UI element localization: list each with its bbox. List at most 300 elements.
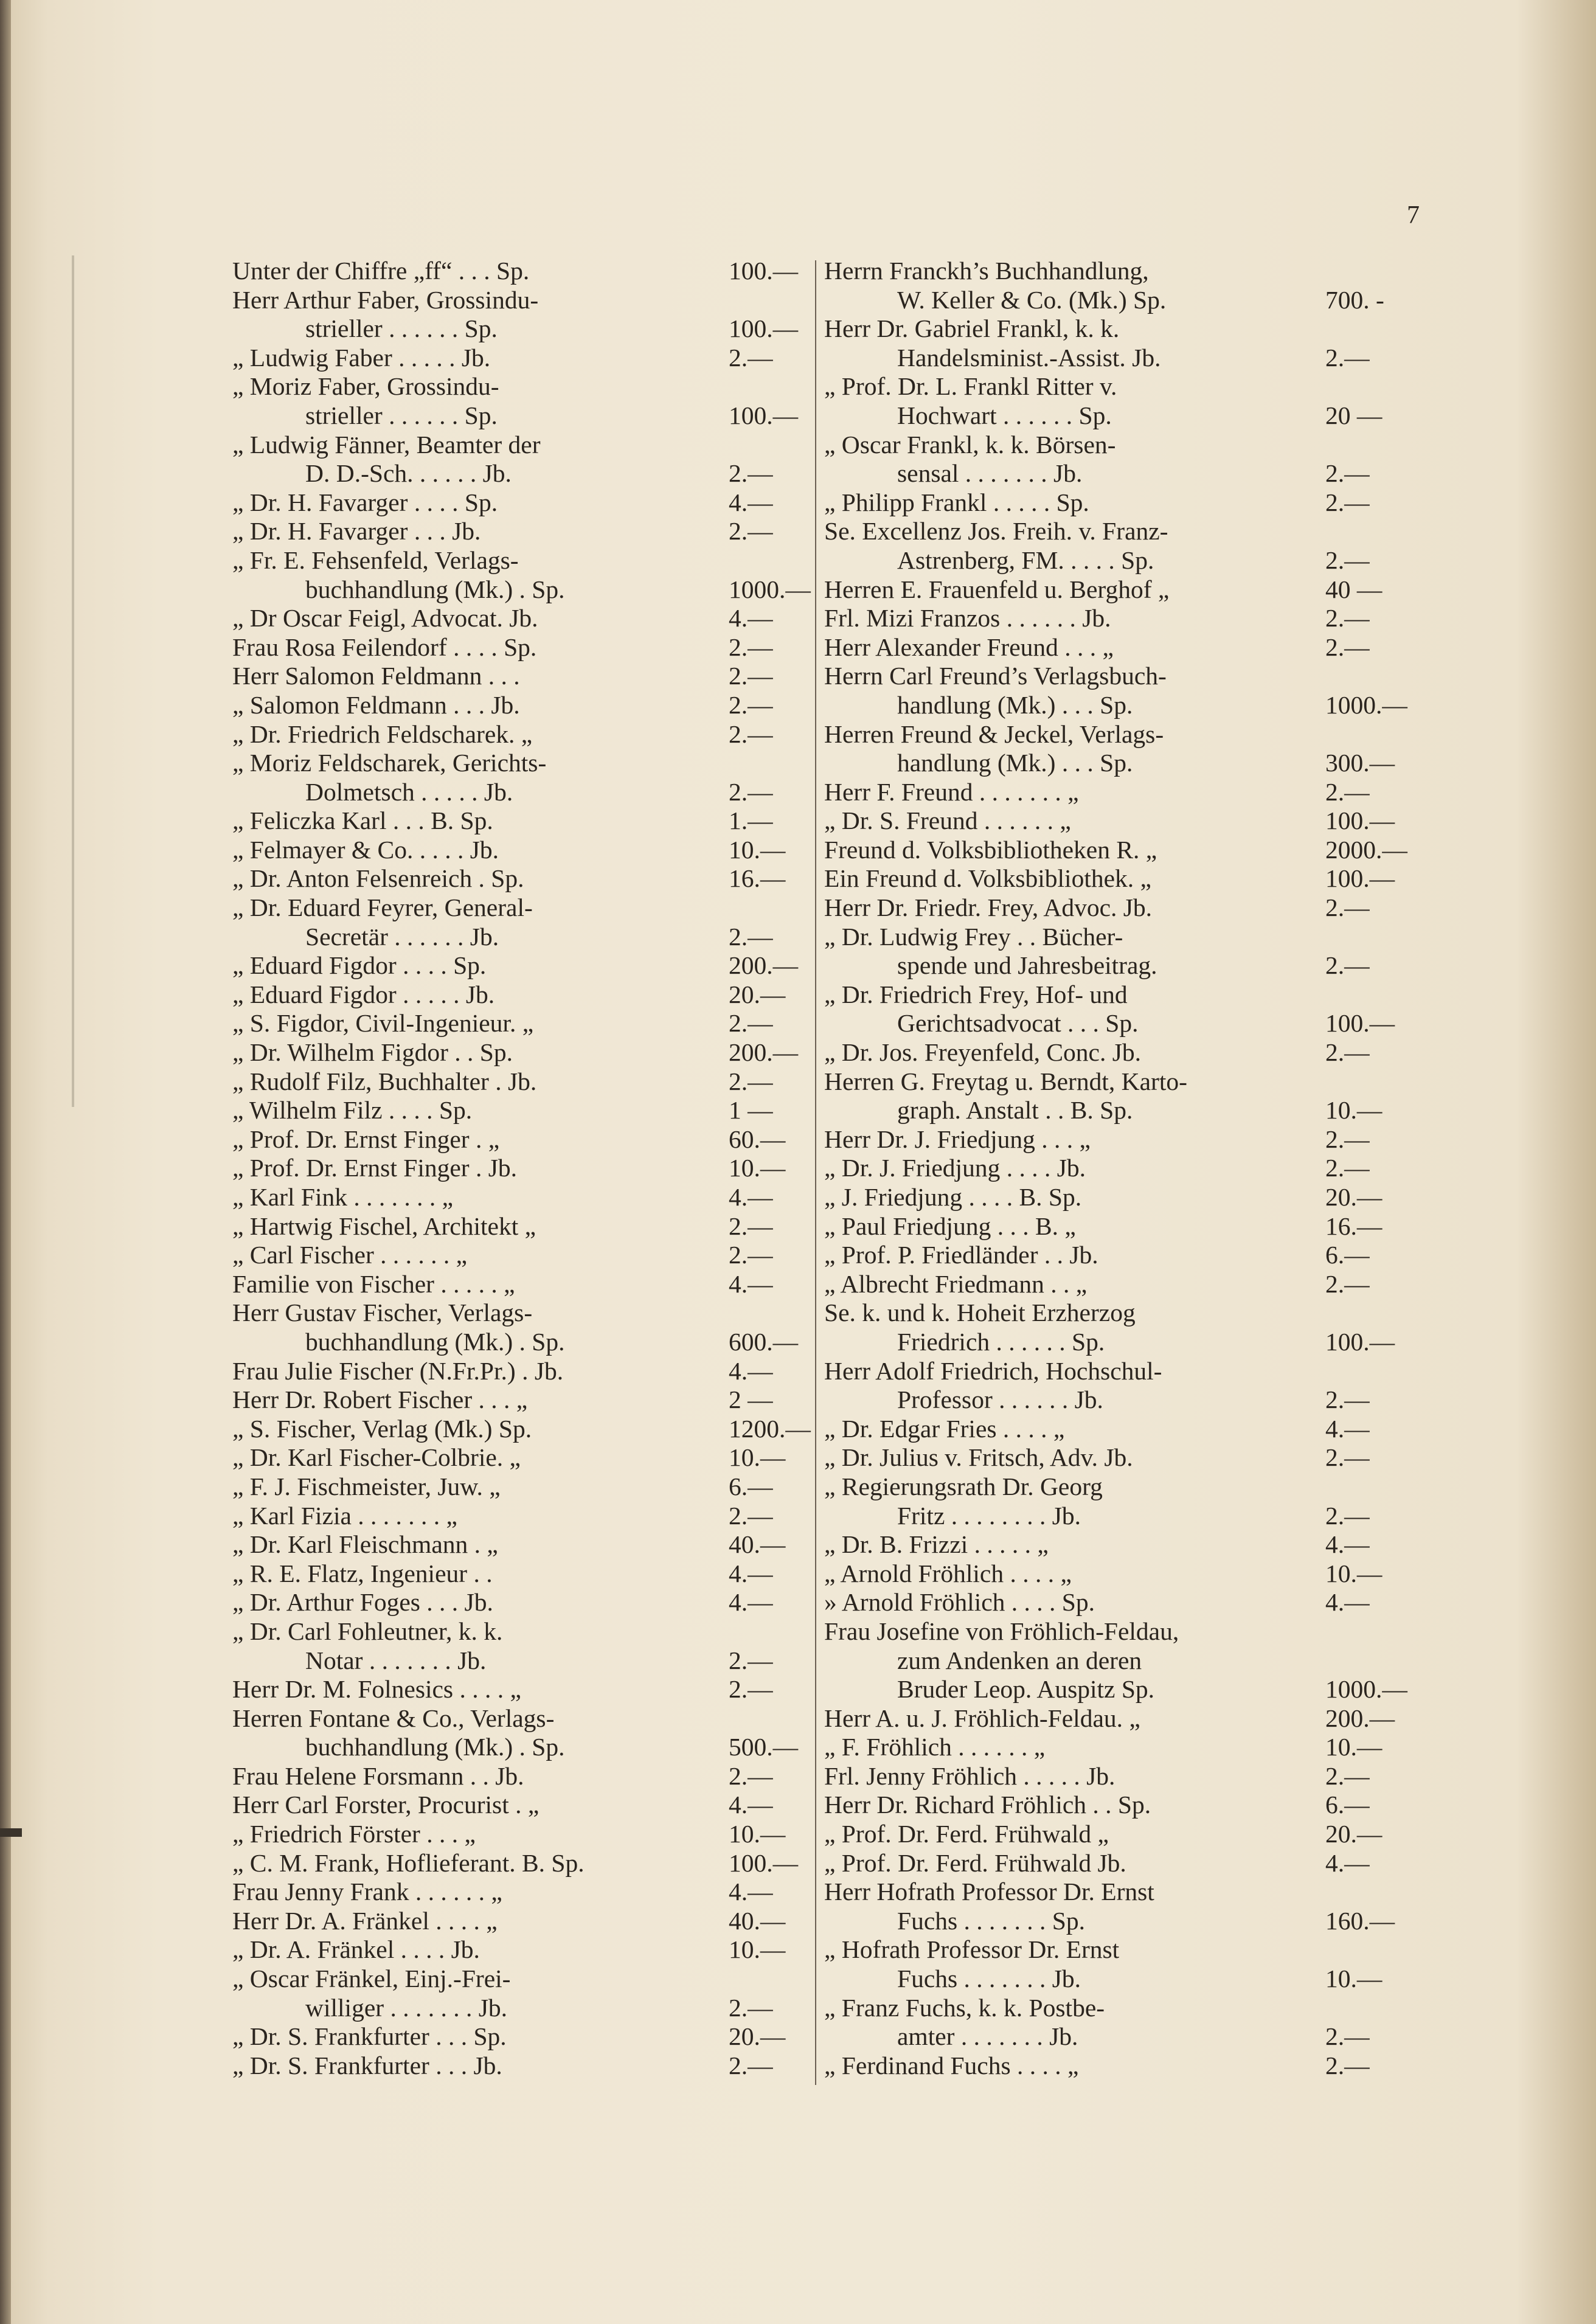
entry-text: Professor . . . . . . Jb.: [897, 1386, 1103, 1414]
entry-amount: 2.—: [1325, 1038, 1370, 1067]
list-row: [824, 1472, 1398, 1502]
list-row: [824, 1588, 1398, 1617]
entry-amount: 2.—: [729, 1067, 773, 1095]
entry-amount: 200.—: [729, 951, 799, 980]
entry-text: „ Karl Fizia . . . . . . . „: [232, 1501, 457, 1530]
entry-amount: 100.—: [729, 257, 799, 285]
list-row: [232, 1994, 808, 2023]
entry-text: strieller . . . . . . Sp.: [305, 401, 498, 429]
list-row: [824, 2022, 1398, 2052]
entry-amount: 4.—: [729, 1183, 773, 1211]
entry-text: „ Dr. H. Favarger . . . . Sp.: [232, 488, 498, 516]
page-edge: [0, 0, 11, 2324]
entry-text: Herr Alexander Freund . . . „: [824, 633, 1114, 661]
entry-amount: 10.—: [1325, 1733, 1383, 1761]
entry-text: Herr Dr. Richard Fröhlich . . Sp.: [824, 1791, 1151, 1819]
list-row: [824, 1357, 1398, 1386]
list-row: [232, 1762, 808, 1791]
entry-text: „ Paul Friedjung . . . B. „: [824, 1212, 1076, 1240]
list-row: [824, 459, 1398, 488]
entry-text: Herrn Franckh’s Buchhandlung,: [824, 257, 1149, 285]
list-row: [232, 1212, 808, 1241]
entry-text: „ Albrecht Friedmann . . „: [824, 1269, 1088, 1298]
list-row: [824, 980, 1398, 1010]
entry-text: „ Dr. Edgar Fries . . . . „: [824, 1414, 1065, 1443]
entry-text: Herr Adolf Friedrich, Hochschul-: [824, 1356, 1162, 1385]
list-row: [824, 488, 1398, 518]
list-row: [232, 951, 808, 980]
entry-text: „ Dr. Karl Fleischmann . „: [232, 1530, 498, 1559]
entry-text: Herren G. Freytag u. Berndt, Karto-: [824, 1067, 1187, 1095]
entry-amount: 4.—: [1325, 1414, 1370, 1443]
entry-text: „ R. E. Flatz, Ingenieur . .: [232, 1559, 493, 1587]
list-row: [232, 893, 808, 923]
entry-text: „ Dr. S. Freund . . . . . . „: [824, 806, 1071, 835]
entry-text: „ Carl Fischer . . . . . . „: [232, 1241, 468, 1269]
entry-amount: 100.—: [1325, 806, 1395, 835]
entry-text: Fritz . . . . . . . . Jb.: [897, 1501, 1081, 1530]
entry-text: „ Philipp Frankl . . . . . Sp.: [824, 488, 1089, 516]
entry-text: „ Fr. E. Fehsenfeld, Verlags-: [232, 546, 519, 574]
entry-text: „ Dr. Julius v. Fritsch, Adv. Jb.: [824, 1443, 1133, 1472]
entry-amount: 2.—: [1325, 1125, 1370, 1153]
list-row: [232, 923, 808, 952]
list-row: [824, 1502, 1398, 1531]
list-row: [232, 662, 808, 691]
entry-amount: 2.—: [1325, 1269, 1370, 1298]
list-row: [232, 1357, 808, 1386]
entry-text: „ Oscar Fränkel, Einj.-Frei-: [232, 1965, 511, 1993]
entry-text: Herr Carl Forster, Procurist . „: [232, 1791, 540, 1819]
list-row: [232, 1154, 808, 1183]
list-row: [824, 1704, 1398, 1733]
list-row: [824, 690, 1407, 720]
entry-text: „ Dr. J. Friedjung . . . . Jb.: [824, 1154, 1086, 1182]
list-row: [232, 604, 808, 633]
entry-amount: 2.—: [729, 720, 773, 748]
entry-amount: 2.—: [729, 662, 773, 690]
list-row: [232, 1038, 808, 1067]
entry-amount: 10.—: [729, 1443, 786, 1472]
list-row: [232, 1965, 808, 1994]
list-row: [824, 1675, 1407, 1704]
list-row: [232, 1704, 808, 1733]
entry-text: „ Dr. Karl Fischer-Colbrie. „: [232, 1443, 521, 1472]
entry-text: Herr A. u. J. Fröhlich-Feldau. „: [824, 1704, 1140, 1732]
entry-text: Herr Dr. Gabriel Frankl, k. k.: [824, 314, 1120, 343]
list-row: [824, 1212, 1398, 1241]
entry-text: Herr Dr. Robert Fischer . . . „: [232, 1386, 528, 1414]
entry-text: „ Prof. Dr. L. Frankl Ritter v.: [824, 372, 1117, 401]
entry-amount: 2.—: [729, 1646, 773, 1674]
list-row: [232, 1907, 808, 1936]
entry-text: handlung (Mk.) . . . Sp.: [897, 749, 1133, 777]
list-row: [232, 1849, 808, 1878]
entry-amount: 2.—: [729, 1761, 773, 1790]
entry-amount: 2.—: [729, 777, 773, 806]
entry-text: Frau Rosa Feilendorf . . . . Sp.: [232, 633, 537, 661]
page-number: 7: [1407, 201, 1420, 229]
list-row: [232, 1183, 808, 1212]
list-row: [824, 1270, 1398, 1299]
entry-amount: 4.—: [1325, 1530, 1370, 1559]
list-row: [232, 1502, 808, 1531]
entry-text: „ Dr. Eduard Feyrer, General-: [232, 893, 533, 922]
list-row: [824, 1009, 1398, 1038]
entry-text: amter . . . . . . . Jb.: [897, 2022, 1078, 2051]
list-row: [824, 1965, 1398, 1994]
list-row: [232, 749, 808, 778]
list-row: [824, 1762, 1398, 1791]
entry-amount: 10.—: [729, 1820, 786, 1848]
entry-amount: 40 —: [1325, 575, 1383, 603]
entry-text: Frau Jenny Frank . . . . . . „: [232, 1878, 502, 1906]
list-row: [232, 459, 808, 488]
entry-amount: 20.—: [729, 2022, 786, 2051]
list-row: [232, 691, 808, 720]
entry-amount: 6.—: [1325, 1241, 1370, 1269]
list-row: [824, 372, 1398, 401]
entry-text: „ Ludwig Faber . . . . . Jb.: [232, 343, 491, 372]
entry-text: Handelsminist.-Assist. Jb.: [897, 343, 1161, 372]
entry-text: Herr Salomon Feldmann . . .: [232, 662, 520, 690]
entry-amount: 2.—: [1325, 893, 1370, 922]
entry-text: „ Moriz Faber, Grossindu-: [232, 372, 499, 401]
list-row: [824, 662, 1398, 691]
entry-text: Familie von Fischer . . . . . „: [232, 1269, 515, 1298]
left-column: [232, 257, 811, 2080]
entry-text: Herren E. Frauenfeld u. Berghof „: [824, 575, 1170, 603]
entry-text: Hochwart . . . . . . Sp.: [897, 401, 1112, 429]
list-row: [824, 923, 1398, 952]
entry-text: handlung (Mk.) . . . Sp.: [897, 690, 1133, 719]
entry-text: D. D.-Sch. . . . . . Jb.: [305, 459, 512, 488]
list-row: [232, 633, 808, 662]
right-column: [824, 257, 1407, 2080]
list-row: [232, 1820, 808, 1849]
entry-amount: 6.—: [729, 1472, 773, 1500]
entry-text: Fuchs . . . . . . . Sp.: [897, 1906, 1085, 1935]
list-row: [824, 1067, 1398, 1097]
entry-text: Dolmetsch . . . . . Jb.: [305, 777, 513, 806]
entry-amount: 100.—: [1325, 1327, 1395, 1356]
list-row: [232, 431, 808, 460]
list-row: [232, 1559, 808, 1589]
list-row: [824, 1241, 1398, 1270]
entry-text: „ Dr. B. Frizzi . . . . . „: [824, 1530, 1049, 1559]
entry-text: Friedrich . . . . . . Sp.: [897, 1327, 1105, 1356]
list-row: [824, 1994, 1398, 2023]
entry-text: Bruder Leop. Auspitz Sp.: [897, 1675, 1155, 1704]
entry-text: Frl. Mizi Franzos . . . . . . Jb.: [824, 604, 1111, 633]
entry-amount: 200.—: [729, 1038, 799, 1067]
list-row: [824, 604, 1398, 633]
list-row: [232, 488, 808, 518]
entry-amount: 2.—: [1325, 343, 1370, 372]
entry-text: buchhandlung (Mk.) . Sp.: [305, 1733, 565, 1761]
list-row: [824, 1328, 1398, 1357]
list-row: [824, 1617, 1398, 1646]
list-row: [232, 1009, 808, 1038]
entry-text: „ Dr. Wilhelm Figdor . . Sp.: [232, 1038, 513, 1067]
list-row: [824, 517, 1398, 546]
entry-text: buchhandlung (Mk.) . Sp.: [305, 575, 565, 603]
entry-amount: 2.—: [729, 1993, 773, 2022]
entry-amount: 6.—: [1325, 1791, 1370, 1819]
entry-amount: 100.—: [1325, 864, 1395, 893]
list-row: [232, 1270, 808, 1299]
list-row: [232, 1067, 808, 1097]
list-row: [232, 1328, 808, 1357]
entry-text: zum Andenken an deren: [897, 1646, 1142, 1674]
entry-amount: 2000.—: [1325, 835, 1407, 864]
list-row: [232, 1878, 808, 1907]
entry-text: „ S. Figdor, Civil-Ingenieur. „: [232, 1009, 534, 1038]
entry-text: „ Dr. Carl Fohleutner, k. k.: [232, 1617, 503, 1645]
entry-text: Fuchs . . . . . . . Jb.: [897, 1965, 1081, 1993]
list-row: [824, 1299, 1398, 1328]
entry-text: „ Oscar Frankl, k. k. Börsen-: [824, 430, 1116, 459]
entry-amount: 2.—: [1325, 2022, 1370, 2051]
entry-amount: 2.—: [1325, 604, 1370, 633]
list-row: [824, 344, 1398, 373]
entry-text: „ C. M. Frank, Hoflieferant. B. Sp.: [232, 1848, 585, 1877]
entry-text: Herr Dr. Friedr. Frey, Advoc. Jb.: [824, 893, 1153, 922]
entry-amount: 2.—: [1325, 2051, 1370, 2079]
entry-amount: 10.—: [729, 1935, 786, 1964]
list-row: [232, 546, 808, 575]
entry-amount: 10.—: [729, 1154, 786, 1182]
list-row: [824, 893, 1398, 923]
entry-text: „ Prof. Dr. Ferd. Frühwald Jb.: [824, 1848, 1126, 1877]
entry-text: W. Keller & Co. (Mk.) Sp.: [897, 285, 1167, 314]
entry-amount: 2.—: [1325, 546, 1370, 574]
list-row: [824, 1415, 1398, 1444]
entry-text: Frau Julie Fischer (N.Fr.Pr.) . Jb.: [232, 1356, 564, 1385]
entry-amount: 20 —: [1325, 401, 1383, 429]
entry-text: „ Dr Oscar Feigl, Advocat. Jb.: [232, 604, 538, 633]
list-row: [824, 1849, 1398, 1878]
list-row: [824, 1733, 1398, 1762]
list-row: [232, 257, 808, 286]
list-row: [824, 431, 1398, 460]
list-row: [232, 980, 808, 1010]
entry-text: „ Rudolf Filz, Buchhalter . Jb.: [232, 1067, 537, 1095]
list-row: [824, 1125, 1398, 1154]
entry-text: buchhandlung (Mk.) . Sp.: [305, 1327, 565, 1356]
entry-text: „ Moriz Feldscharek, Gerichts-: [232, 749, 547, 777]
entry-text: Frau Josefine von Fröhlich-Feldau,: [824, 1617, 1179, 1645]
entry-amount: 4.—: [729, 1356, 773, 1385]
entry-text: Astrenberg, FM. . . . . Sp.: [897, 546, 1154, 574]
entry-text: „ Dr. Friedrich Feldscharek. „: [232, 720, 533, 748]
list-row: [232, 344, 808, 373]
entry-amount: 100.—: [1325, 1009, 1395, 1038]
entry-text: spende und Jahresbeitrag.: [897, 951, 1157, 980]
entry-text: „ Franz Fuchs, k. k. Postbe-: [824, 1993, 1105, 2022]
entry-text: „ Prof. Dr. Ernst Finger . Jb.: [232, 1154, 517, 1182]
list-row: [824, 1935, 1398, 1965]
list-row: [232, 1935, 808, 1965]
entry-amount: 2.—: [729, 343, 773, 372]
list-row: [232, 720, 808, 749]
list-row: [824, 1530, 1398, 1559]
entry-amount: 2.—: [729, 1501, 773, 1530]
list-row: [824, 1559, 1398, 1589]
entry-text: „ Ludwig Fänner, Beamter der: [232, 430, 541, 459]
entry-amount: 4.—: [1325, 1848, 1370, 1877]
entry-amount: 40.—: [729, 1906, 786, 1935]
entry-amount: 4.—: [729, 1269, 773, 1298]
list-row: [232, 2022, 808, 2052]
entry-text: „ Prof. P. Friedländer . . Jb.: [824, 1241, 1098, 1269]
list-row: [824, 1907, 1398, 1936]
entry-text: Herr F. Freund . . . . . . . „: [824, 777, 1079, 806]
list-row: [232, 1588, 808, 1617]
entry-text: Notar . . . . . . . Jb.: [305, 1646, 487, 1674]
entry-amount: 2.—: [729, 922, 773, 951]
entry-amount: 1 —: [729, 1096, 773, 1125]
list-row: [232, 314, 808, 344]
list-row: [232, 1125, 808, 1154]
list-row: [824, 1096, 1398, 1125]
entry-amount: 1000.—: [729, 575, 811, 603]
list-row: [232, 517, 808, 546]
entry-text: „ Eduard Figdor . . . . . Jb.: [232, 980, 495, 1008]
list-row: [824, 806, 1398, 836]
entry-amount: 2.—: [729, 690, 773, 719]
entry-text: „ Dr. A. Fränkel . . . . Jb.: [232, 1935, 480, 1964]
entry-amount: 1000.—: [1325, 1675, 1407, 1704]
list-row: [232, 806, 808, 836]
entry-text: „ Prof. Dr. Ferd. Frühwald „: [824, 1820, 1109, 1848]
list-row: [232, 1414, 811, 1444]
entry-amount: 16.—: [1325, 1212, 1383, 1240]
entry-amount: 4.—: [729, 1791, 773, 1819]
margin-mark: [0, 1828, 22, 1837]
entry-amount: 160.—: [1325, 1906, 1395, 1935]
entry-amount: 2.—: [1325, 459, 1370, 488]
list-row: [824, 835, 1407, 865]
entry-amount: 2.—: [1325, 951, 1370, 980]
entry-amount: 1.—: [729, 806, 773, 835]
entry-text: „ Friedrich Förster . . . „: [232, 1820, 476, 1848]
entry-text: „ Felmayer & Co. . . . . Jb.: [232, 835, 499, 864]
list-row: [824, 1791, 1398, 1820]
list-row: [824, 1038, 1398, 1067]
entry-text: Herrn Carl Freund’s Verlagsbuch-: [824, 662, 1167, 690]
entry-text: „ Dr. Jos. Freyenfeld, Conc. Jb.: [824, 1038, 1141, 1067]
entry-amount: 10.—: [729, 835, 786, 864]
entry-text: graph. Anstalt . . B. Sp.: [897, 1096, 1133, 1125]
list-row: [232, 1791, 808, 1820]
list-row: [824, 1183, 1398, 1212]
list-row: [232, 1472, 808, 1502]
list-row: [232, 778, 808, 807]
list-row: [232, 2052, 808, 2081]
entry-text: » Arnold Fröhlich . . . . Sp.: [824, 1588, 1095, 1617]
entry-amount: 2.—: [729, 1009, 773, 1038]
entry-amount: 20.—: [729, 980, 786, 1008]
entry-text: Ein Freund d. Volksbibliothek. „: [824, 864, 1151, 893]
entry-amount: 2.—: [729, 633, 773, 661]
entry-text: Herr Dr. M. Folnesics . . . . „: [232, 1675, 521, 1704]
list-row: [232, 1675, 808, 1704]
entry-amount: 10.—: [1325, 1965, 1383, 1993]
entry-amount: 2.—: [1325, 1501, 1370, 1530]
entry-text: Freund d. Volksbibliotheken R. „: [824, 835, 1157, 864]
scan-shadow: [72, 255, 74, 1107]
entry-text: sensal . . . . . . . Jb.: [897, 459, 1083, 488]
entry-text: „ S. Fischer, Verlag (Mk.) Sp.: [232, 1414, 532, 1443]
list-row: [232, 1241, 808, 1270]
entry-text: Gerichtsadvocat . . . Sp.: [897, 1009, 1139, 1038]
list-row: [824, 749, 1398, 778]
entry-text: „ Dr. Anton Felsenreich . Sp.: [232, 864, 524, 893]
list-row: [824, 401, 1398, 431]
entry-text: Unter der Chiffre „ff“ . . . Sp.: [232, 257, 530, 285]
entry-text: Frau Helene Forsmann . . Jb.: [232, 1761, 524, 1790]
entry-amount: 10.—: [1325, 1559, 1383, 1587]
entry-text: Se. Excellenz Jos. Freih. v. Franz-: [824, 517, 1168, 546]
entry-text: Herren Fontane & Co., Verlags-: [232, 1704, 555, 1732]
entry-amount: 10.—: [1325, 1096, 1383, 1125]
entry-amount: 4.—: [729, 604, 773, 633]
entry-amount: 4.—: [729, 488, 773, 516]
entry-text: „ J. Friedjung . . . . B. Sp.: [824, 1183, 1082, 1211]
list-row: [824, 546, 1398, 575]
entry-text: „ Dr. S. Frankfurter . . . Jb.: [232, 2051, 502, 2079]
entry-amount: 300.—: [1325, 749, 1395, 777]
list-row: [232, 401, 808, 431]
entry-amount: 100.—: [729, 1848, 799, 1877]
list-row: [824, 951, 1398, 980]
entry-amount: 1000.—: [1325, 690, 1407, 719]
entry-text: Herr Dr. A. Fränkel . . . . „: [232, 1906, 498, 1935]
entry-text: Se. k. und k. Hoheit Erzherzog: [824, 1299, 1136, 1327]
entry-text: „ F. J. Fischmeister, Juw. „: [232, 1472, 501, 1500]
entry-amount: 2 —: [729, 1386, 773, 1414]
list-row: [232, 1617, 808, 1646]
list-row: [824, 1443, 1398, 1472]
entry-text: „ Hartwig Fischel, Architekt „: [232, 1212, 536, 1240]
list-row: [824, 257, 1398, 286]
entry-amount: 200.—: [1325, 1704, 1395, 1732]
entry-text: „ Eduard Figdor . . . . Sp.: [232, 951, 487, 980]
entry-text: „ F. Fröhlich . . . . . . „: [824, 1733, 1046, 1761]
list-row: [824, 1646, 1398, 1676]
entry-text: „ Prof. Dr. Ernst Finger . „: [232, 1125, 500, 1153]
entry-amount: 100.—: [729, 314, 799, 343]
entry-amount: 4.—: [729, 1559, 773, 1587]
entry-amount: 16.—: [729, 864, 786, 893]
entry-amount: 2.—: [1325, 777, 1370, 806]
list-row: [824, 1386, 1398, 1415]
list-row: [232, 1386, 808, 1415]
list-row: [824, 1820, 1398, 1849]
entry-text: Herr Hofrath Professor Dr. Ernst: [824, 1878, 1154, 1906]
entry-text: „ Dr. Ludwig Frey . . Bücher-: [824, 922, 1123, 951]
entry-amount: 600.—: [729, 1327, 799, 1356]
entry-text: Herren Freund & Jeckel, Verlags-: [824, 720, 1164, 748]
entry-text: „ Salomon Feldmann . . . Jb.: [232, 690, 520, 719]
list-row: [824, 1878, 1398, 1907]
entry-text: „ Wilhelm Filz . . . . Sp.: [232, 1096, 473, 1125]
list-row: [824, 778, 1398, 807]
entry-text: Herr Gustav Fischer, Verlags-: [232, 1299, 533, 1327]
entry-text: „ Dr. H. Favarger . . . Jb.: [232, 517, 481, 546]
entry-amount: 700. -: [1325, 285, 1384, 314]
